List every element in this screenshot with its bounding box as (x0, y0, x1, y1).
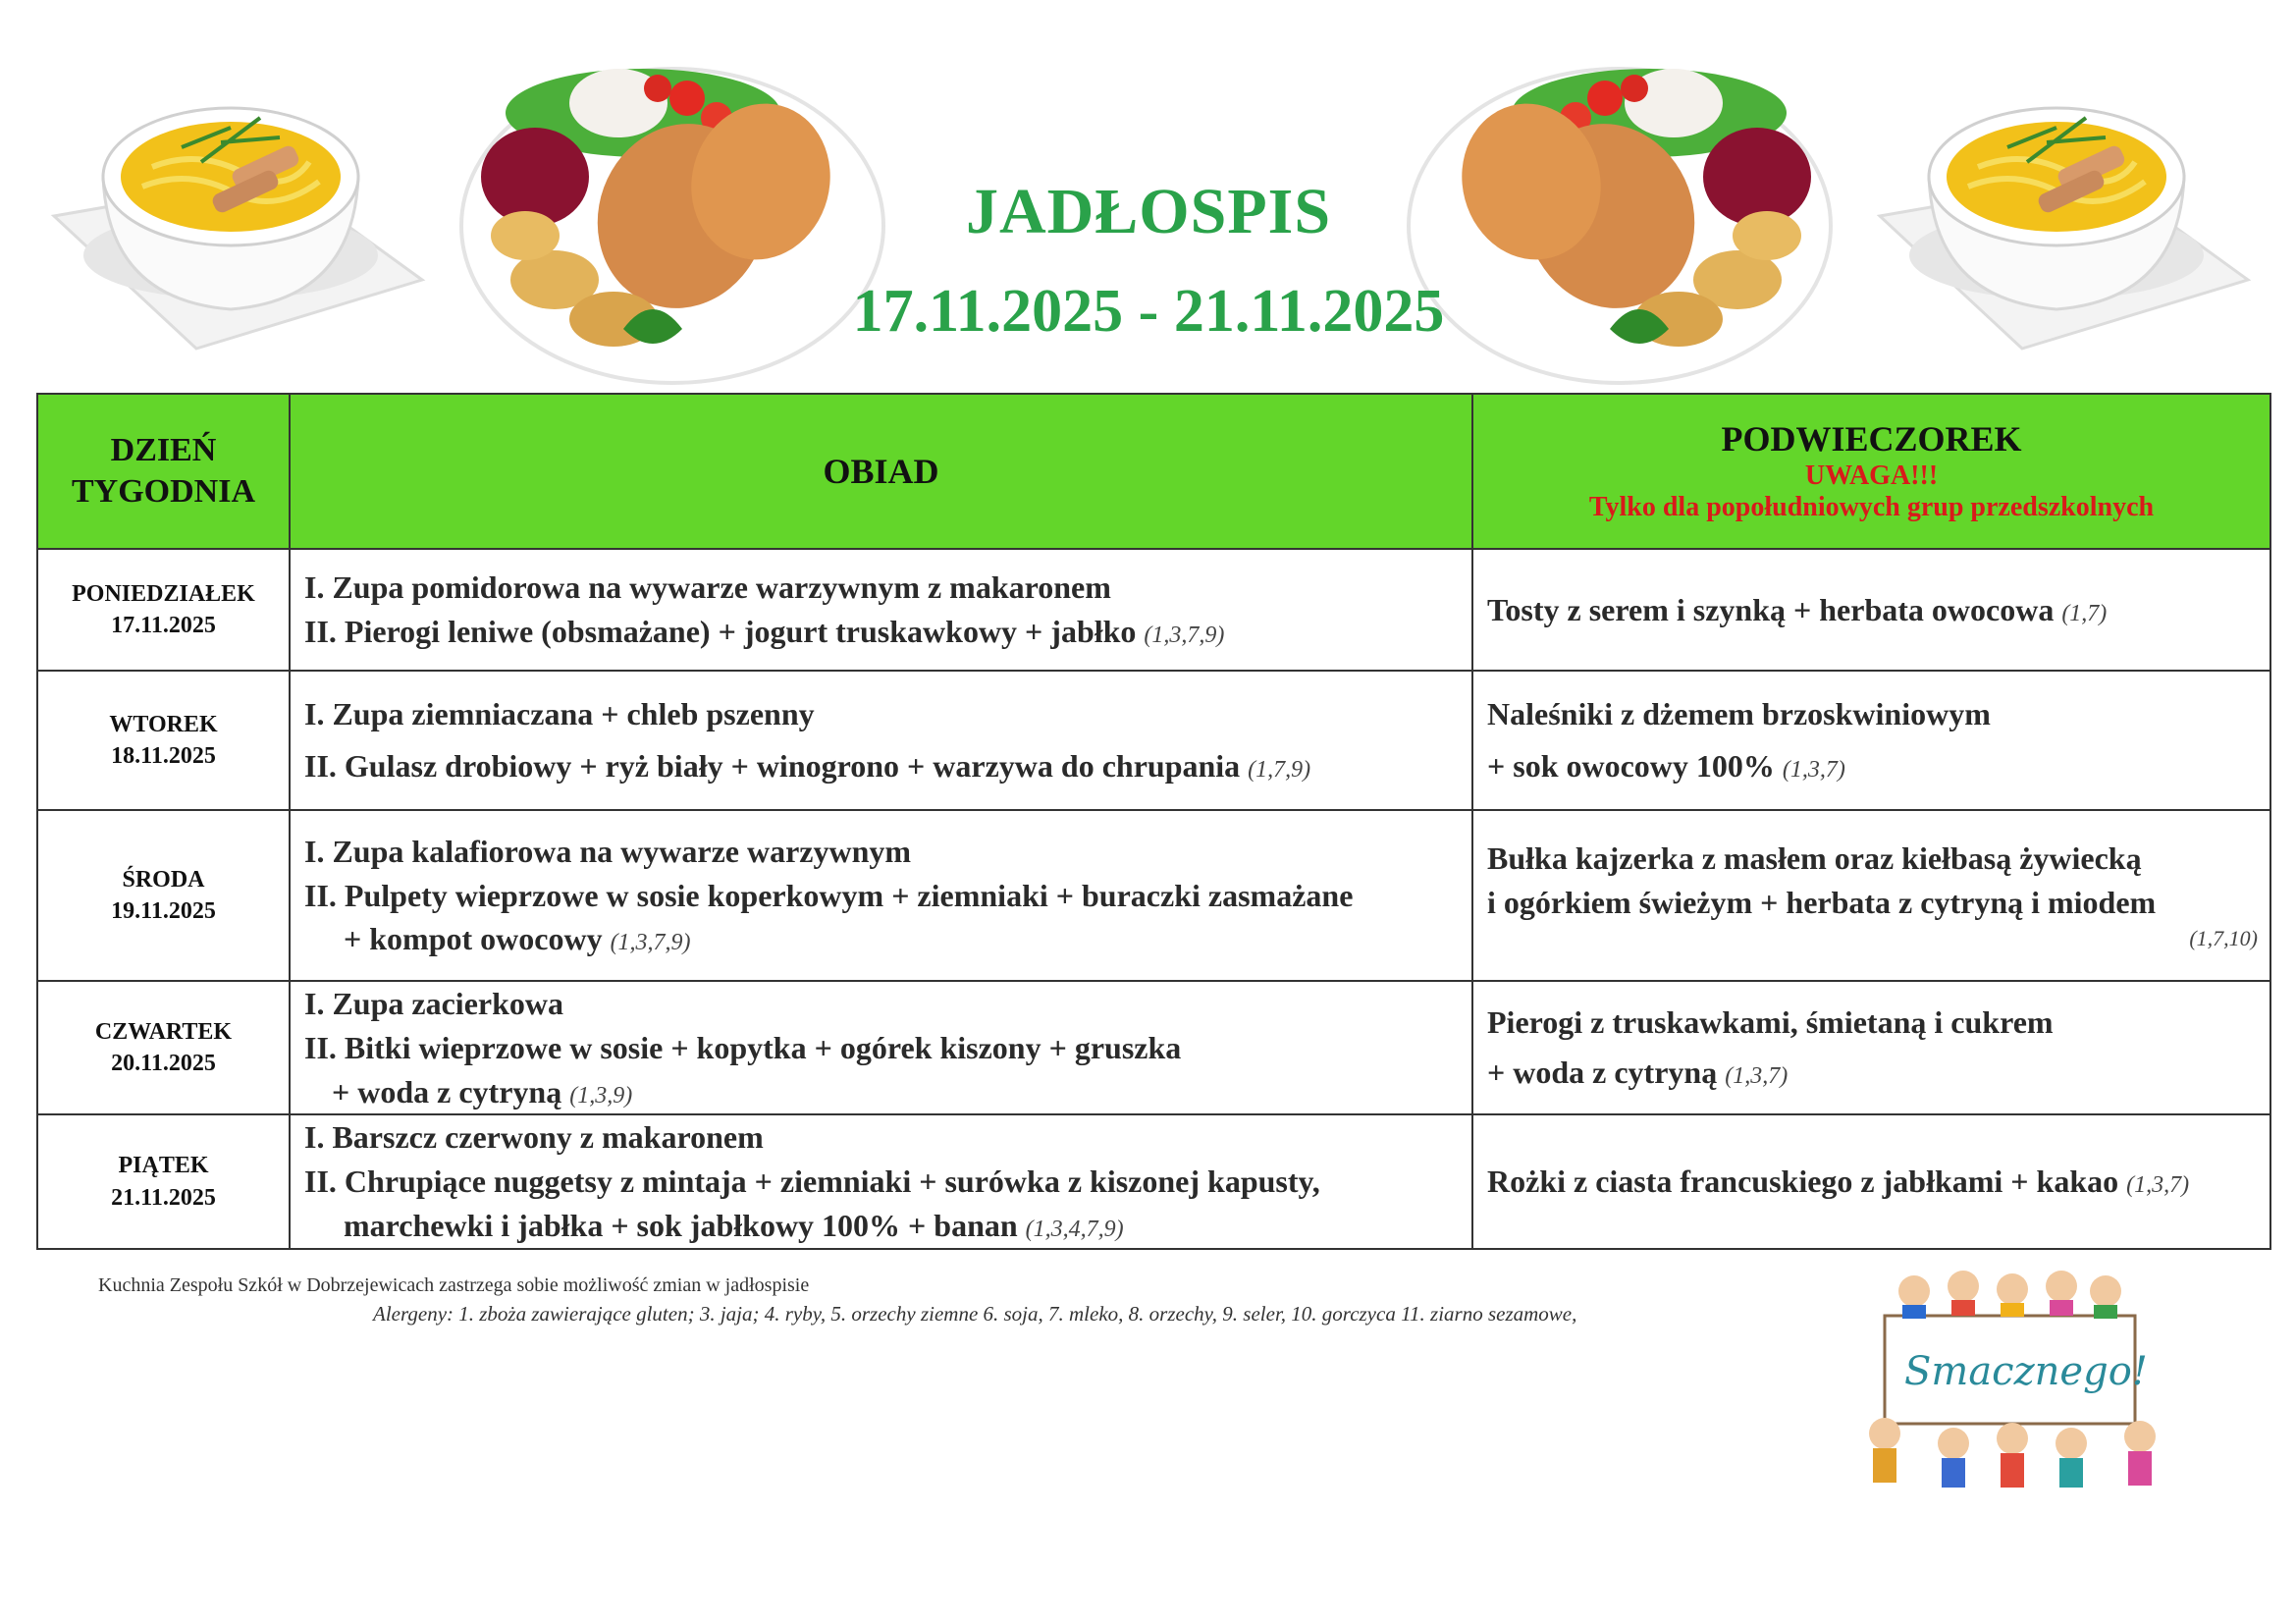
pod-line: Pierogi z truskawkami, śmietaną i cukrem (1487, 1004, 2054, 1041)
day-date: 19.11.2025 (111, 898, 216, 924)
obiad-line: II. Pulpety wieprzowe w sosie koperkowym + ziemniaki + buraczki zasmażane (304, 877, 1354, 913)
obiad-line: I. Zupa zacierkowa (304, 986, 563, 1021)
obiad-text: + woda z cytryną (332, 1073, 562, 1110)
pod-text: Rożki z ciasta francuskiego z jabłkami + kakao (1487, 1164, 2119, 1200)
table-row (37, 981, 2270, 1114)
obiad-allergens: (1,3,7,9) (1144, 623, 1225, 648)
obiad-cell (290, 810, 1472, 981)
day-cell (37, 549, 290, 671)
header-day (37, 394, 290, 549)
table-row (37, 549, 2270, 671)
date-range: 17.11.2025 - 21.11.2025 (852, 277, 1445, 345)
obiad-line (304, 917, 1471, 961)
day-date: 17.11.2025 (111, 613, 216, 638)
pod-cell (1472, 810, 2270, 981)
obiad-text: marchewki i jabłka + sok jabłkowy 100% + banan (344, 1207, 1018, 1243)
pod-cell (1472, 549, 2270, 671)
pod-allergens: (1,7) (2061, 600, 2108, 626)
day-cell (37, 810, 290, 981)
menu-table (36, 393, 2271, 1250)
obiad-text: II. Pierogi leniwe (obsmażane) + jogurt truskawkowy + jabłko (304, 614, 1137, 649)
kitchen-note: Kuchnia Zespołu Szkół w Dobrzejewicach zastrzega sobie możliwość zmian w jadłospisie (98, 1274, 810, 1296)
day-date: 18.11.2025 (111, 743, 216, 769)
day-name: WTOREK (109, 711, 218, 737)
table-row (37, 671, 2270, 810)
pod-text: + sok owocowy 100% (1487, 748, 1775, 784)
pod-line: i ogórkiem świeżym + herbata z cytryną i miodem (1487, 884, 2157, 920)
title-block (766, 177, 1531, 345)
obiad-line (304, 1070, 1471, 1114)
obiad-text: + kompot owocowy (344, 921, 603, 957)
pod-cell (1472, 671, 2270, 810)
pod-line: Bułka kajzerka z masłem oraz kiełbasą żywiecką (1487, 839, 2142, 876)
header-pod-note: Tylko dla popołudniowych grup przedszkolnych (1588, 491, 2155, 522)
header-podwieczorek (1472, 394, 2270, 549)
pod-line: Naleśniki z dżemem brzoskwiniowym (1487, 696, 1991, 732)
obiad-allergens: (1,3,9) (569, 1082, 633, 1109)
header-day-line1: DZIEŃ (110, 431, 217, 468)
pod-allergens: (1,7,10) (2189, 926, 2258, 951)
pod-allergens: (1,3,7) (1782, 757, 1845, 783)
obiad-line (304, 610, 1471, 654)
obiad-allergens: (1,3,4,7,9) (1025, 1216, 1124, 1242)
day-name: ŚRODA (122, 866, 205, 893)
day-cell (37, 671, 290, 810)
day-name: PONIEDZIAŁEK (72, 580, 255, 607)
day-date: 20.11.2025 (111, 1051, 216, 1077)
pod-text: + woda z cytryną (1487, 1055, 1718, 1091)
obiad-line (304, 744, 1471, 788)
obiad-cell (290, 671, 1472, 810)
day-date: 21.11.2025 (111, 1184, 216, 1211)
table-row (37, 1114, 2270, 1248)
page-header (0, 0, 2296, 393)
table-row (37, 810, 2270, 981)
allergens-legend: Alergeny: 1. zboża zawierające gluten; 3. jaja; 4. ryby, 5. orzechy ziemne 6. soja, 7. mleko, 8. orzechy, 9. seler, 10. gorczyca 11. ziarno sezamowe, (373, 1302, 1577, 1326)
obiad-line: I. Zupa pomidorowa na wywarze warzywnym z makaronem (304, 569, 1111, 606)
pod-line (1487, 1051, 2269, 1095)
smacznego-kids-image (1845, 1262, 2179, 1497)
obiad-line: I. Zupa ziemniaczana + chleb pszenny (304, 696, 815, 732)
obiad-cell (290, 549, 1472, 671)
obiad-cell (290, 981, 1472, 1114)
obiad-allergens: (1,3,7,9) (610, 930, 691, 956)
pod-line (1487, 744, 2269, 788)
pod-text: Tosty z serem i szynką + herbata owocowa (1487, 591, 2055, 627)
day-name: PIĄTEK (118, 1153, 209, 1179)
table-header-row (37, 394, 2270, 549)
pod-allergens: (1,3,7) (1725, 1063, 1789, 1090)
obiad-line: I. Barszcz czerwony z makaronem (304, 1119, 764, 1156)
obiad-text: II. Gulasz drobiowy + ryż biały + winogrono + warzywa do chrupania (304, 748, 1241, 784)
pod-line (1487, 1160, 2269, 1204)
soup-bowl-image-left (34, 69, 437, 373)
obiad-allergens: (1,7,9) (1248, 757, 1311, 783)
soup-bowl-image-right (1860, 69, 2263, 373)
header-pod-warning: UWAGA!!! (1804, 460, 1939, 491)
obiad-line: I. Zupa kalafiorowa na wywarze warzywnym (304, 833, 912, 869)
header-pod-title: PODWIECZOREK (1721, 419, 2022, 460)
pod-line (1487, 588, 2269, 632)
page-title: JADŁOSPIS (965, 176, 1332, 247)
pod-cell (1472, 1114, 2270, 1248)
obiad-line: II. Bitki wieprzowe w sosie + kopytka + ogórek kiszony + gruszka (304, 1029, 1182, 1065)
smacznego-text: Smacznego! (1904, 1349, 2148, 1394)
pod-cell (1472, 981, 2270, 1114)
header-obiad: OBIAD (290, 394, 1472, 549)
day-name: CZWARTEK (94, 1018, 233, 1045)
obiad-cell (290, 1114, 1472, 1248)
obiad-line: II. Chrupiące nuggetsy z mintaja + ziemniaki + surówka z kiszonej kapusty, (304, 1164, 1320, 1200)
pod-allergens: (1,3,7) (2126, 1172, 2190, 1199)
day-cell (37, 981, 290, 1114)
day-cell (37, 1114, 290, 1248)
obiad-line (304, 1204, 1471, 1248)
header-day-line2: TYGODNIA (71, 473, 256, 510)
